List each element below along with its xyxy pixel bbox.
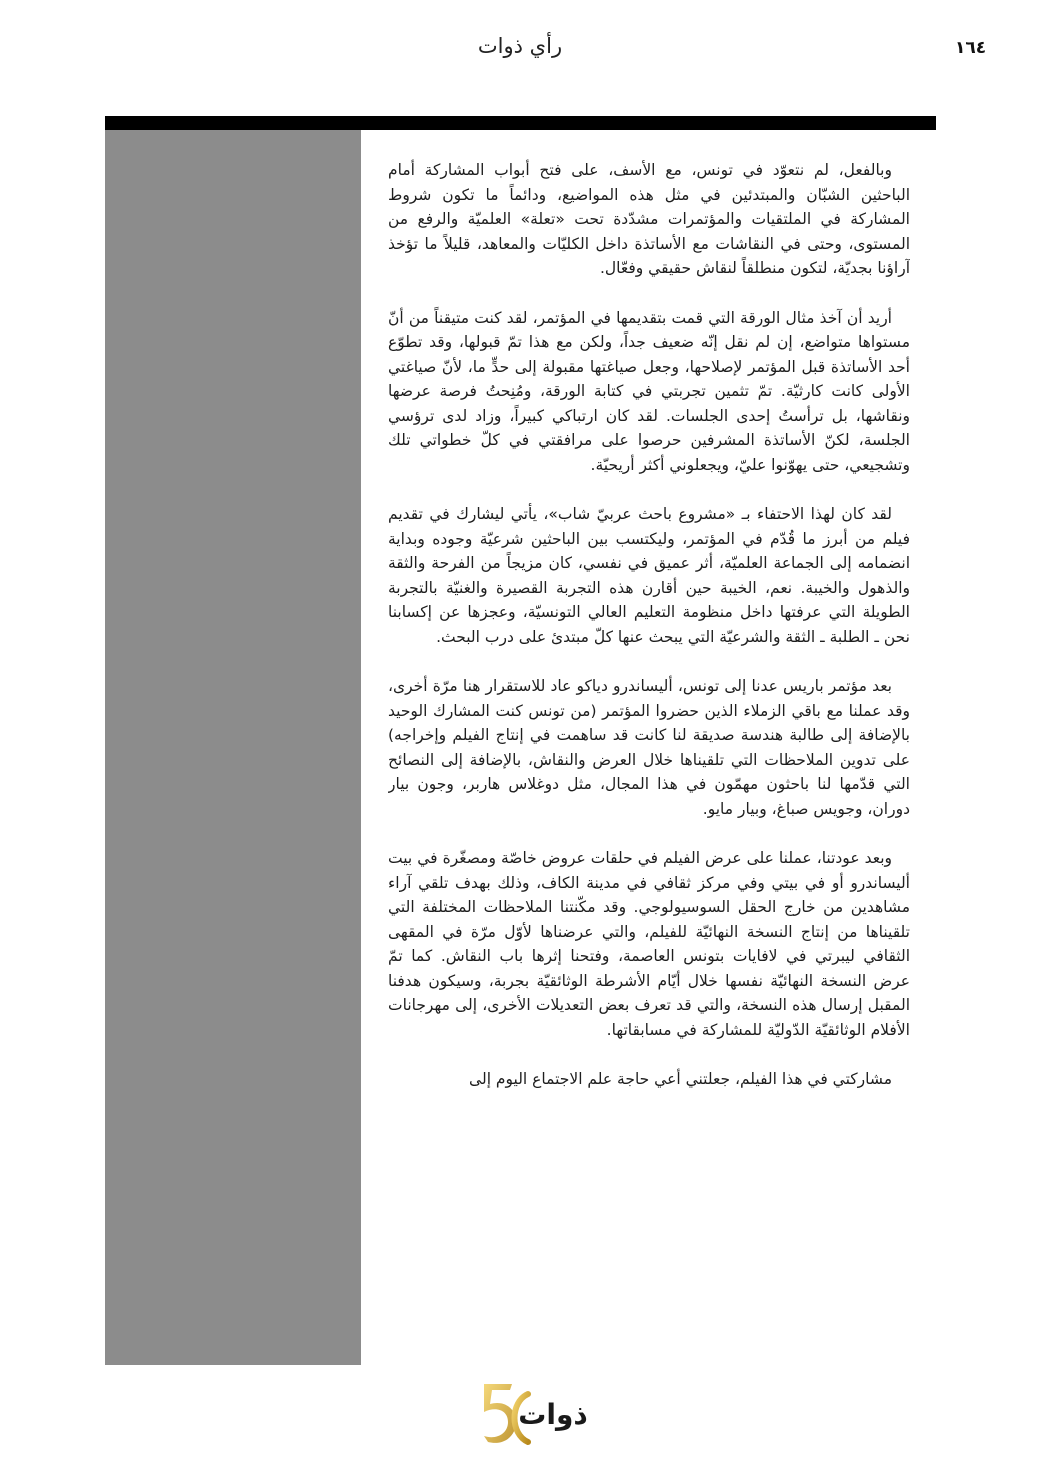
top-rule-bar xyxy=(105,116,936,130)
paragraph: مشاركتي في هذا الفيلم، جعلتني أعي حاجة علم الاجتماع اليوم إلى xyxy=(469,1070,892,1088)
page-number: ١٦٤ xyxy=(955,38,987,58)
paragraph: وبعد عودتنا، عملنا على عرض الفيلم في حلقات عروض خاصّة ومصغّرة في بيت أليساندرو أو في بيتي وفي مركز ثقافي في مدينة الكاف، وذلك بهدف تلقي آراء مشاهدين من خارج الحقل السوسيولوجي. وقد مكّنتنا الملاحظات المختلفة التي تلقيناها من إنتاج النسخة النهائيّة للفيلم، والتي عرضناها لأوّل مرّة في المقهى الثقافي ليبرتي في لافايات بتونس العاصمة، وفتحنا إثرها باب النقاش. كما تمّ عرض النسخة النهائيّة نفسها خلال أيّام الأشرطة الوثائقيّة بجربة، وسيكون هدفنا المقبل إرسال هذه النسخة، والتي قد تعرف بعض التعديلات الأخرى، إلى مهرجانات الأفلام الوثائقيّة الدّوليّة للمشاركة في مسابقاتها. xyxy=(388,849,910,1039)
paragraph: لقد كان لهذا الاحتفاء بـ «مشروع باحث عربيّ شاب»، يأتي ليشارك في تقديم فيلم من أبرز ما قُدّم في المؤتمر، وليكتسب بين الباحثين شرعيّة وجوده وبداية انضمامه إلى الجماعة العلميّة، أثر عميق في نفسي، كان مزيجاً من الفرحة والثقة والذهول والخيبة. نعم، الخيبة حين أقارن هذه التجربة القصيرة والغنيّة بالتجربة الطويلة التي عرفتها داخل منظومة التعليم العالي التونسيّة، وعجزها عن إكسابنا نحن ـ الطلبة ـ الثقة والشرعيّة التي يبحث عنها كلّ مبتدئ على درب البحث. xyxy=(388,505,910,646)
logo-wordmark: ذوات xyxy=(518,1398,588,1431)
dhawat-logo xyxy=(470,1380,610,1450)
paragraph: أريد أن آخذ مثال الورقة التي قمت بتقديمها في المؤتمر، لقد كنت متيقناً من أنّ مستواها متواضع، إن لم نقل إنّه ضعيف جداً، ولكن مع هذا تمّ قبولها، وقد تطوّع أحد الأساتذة قبل المؤتمر لإصلاحها، وجعل صياغتها مقبولة إلى حدٍّ ما، لأنّ صياغتي الأولى كانت كارثيّة. تمّ تثمين تجربتي في كتابة الورقة، ومُنِحتُ فرصة عرضها ونقاشها، بل ترأستُ إحدى الجلسات. لقد كان ارتباكي كبيراً، وزاد لدى ترؤسي الجلسة، لكنّ الأساتذة المشرفين حرصوا على مرافقتي في كلّ خطواتي تلك وتشجيعي، حتى يهوّنوا عليّ، ويجعلوني أكثر أريحيّة. xyxy=(388,308,910,474)
paragraph: بعد مؤتمر باريس عدنا إلى تونس، أليساندرو دياكو عاد للاستقرار هنا مرّة أخرى، وقد عملنا مع باقي الزملاء الذين حضروا المؤتمر (من تونس كنت المشارك الوحيد بالإضافة إلى طالبة هندسة صديقة لنا كانت قد ساهمت في إنتاج الفيلم وإخراجه) على تدوين الملاحظات التي تلقيناها خلال العرض والنقاش، بالإضافة إلى النصائح التي قدّمها لنا باحثون مهمّون في هذا المجال، مثل دوغلاس هاربر، وجون بيار دوران، وجويس صباغ، وبيار مايو. xyxy=(388,677,910,818)
section-title: رأي ذوات xyxy=(477,34,563,58)
article-body xyxy=(388,158,910,1368)
paragraph: وبالفعل، لم نتعوّد في تونس، مع الأسف، على فتح أبواب المشاركة أمام الباحثين الشبّان والمبتدئين في مثل هذه المواضيع، ودائماً ما تكون شروط المشاركة في الملتقيات والمؤتمرات مشدّدة تحت «تعلة» العلميّة والرفع من المستوى، وحتى في النقاشات مع الأساتذة داخل الكليّات والمعاهد، قليلاً ما تؤخذ آراؤنا بجديّة، لتكون منطلقاً لنقاش حقيقي وفعّال. xyxy=(388,161,910,277)
gray-side-panel xyxy=(105,130,361,1365)
page-header xyxy=(0,30,1040,70)
